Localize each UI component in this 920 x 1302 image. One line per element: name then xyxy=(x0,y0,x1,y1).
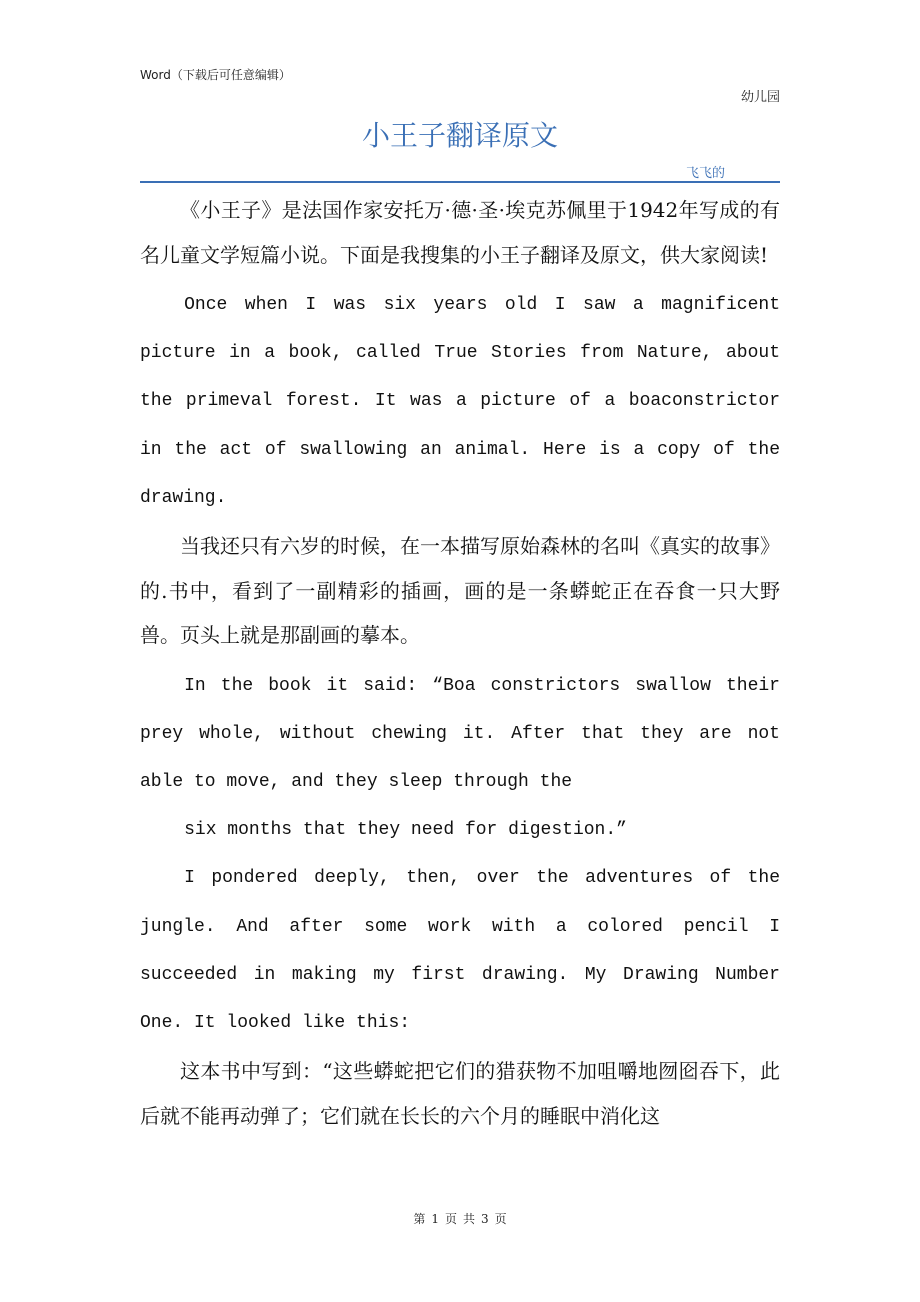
paragraph-chinese-1: 当我还只有六岁的时候，在一本描写原始森林的名叫《真实的故事》的.书中，看到了一副精彩的插画，画的是一条蟒蛇正在吞食一只大野兽。页头上就是那副画的摹本。 xyxy=(140,534,780,648)
footer-page-current: 1 xyxy=(431,1212,439,1226)
paragraph-english-2: In the book it said: “Boa constrictors swallow their prey whole, without chewing it. After that they are not able to move, and they sleep through the xyxy=(140,675,780,792)
paragraph-chinese-2: 这本书中写到：“这些蟒蛇把它们的猎获物不加咀嚼地囫囵吞下，此后就不能再动弹了；它们就在长长的六个月的睡眠中消化这 xyxy=(140,1059,780,1128)
paragraph-intro: 《小王子》是法国作家安托万·德·圣·埃克苏佩里于1942年写成的有名儿童文学短篇小说。下面是我搜集的小王子翻译及原文，供大家阅读! xyxy=(140,198,780,267)
paragraph-english-2-cont: six months that they need for digestion.” xyxy=(184,820,627,841)
document-title: 小王子翻译原文 xyxy=(361,119,558,152)
page-footer xyxy=(0,1210,920,1227)
footer-page-unit: 页 xyxy=(444,1212,457,1226)
document-body xyxy=(140,188,780,1138)
title-divider xyxy=(140,181,780,183)
document-author: 飞飞的 xyxy=(686,166,726,181)
paragraph-english-3: I pondered deeply, then, over the adventures of the jungle. And after some work with a colored pencil I succeeded in making my first drawing. My Drawing Number One. It looked like this: xyxy=(140,868,780,1033)
header-category: 幼儿园 xyxy=(740,90,780,105)
paragraph-english-1: Once when I was six years old I saw a magnificent picture in a book, called True Stories from Nature, about the primeval forest. It was a picture of a boaconstrictor in the act of swallowing an animal. Here is a copy of the drawing. xyxy=(140,295,780,508)
footer-total-label: 共 xyxy=(463,1212,476,1226)
footer-page-total: 3 xyxy=(481,1212,489,1226)
footer-total-unit: 页 xyxy=(494,1212,507,1226)
header-edit-note: Word（下载后可任意编辑） xyxy=(140,68,291,82)
footer-page-label: 第 xyxy=(413,1212,426,1226)
